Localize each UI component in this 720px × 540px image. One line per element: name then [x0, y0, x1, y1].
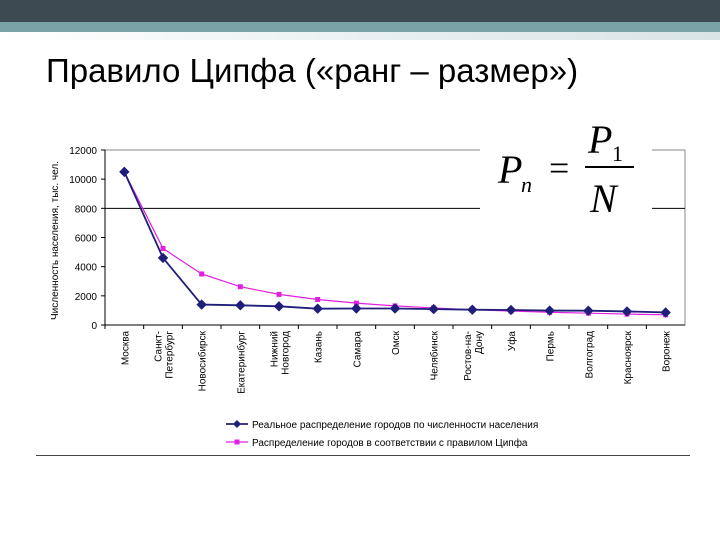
data-point — [120, 167, 129, 176]
formula-equals: = — [549, 148, 570, 188]
x-tick-label: Волгоград — [584, 331, 596, 379]
data-point — [545, 306, 554, 315]
x-tick-label: Екатеринбург — [236, 331, 248, 394]
y-tick-label: 0 — [91, 321, 97, 332]
legend-swatch-marker — [235, 440, 240, 445]
legend-label: Реальное распределение городов по численности населения — [252, 420, 539, 431]
data-point — [199, 271, 204, 276]
x-tick-label: Уфа — [507, 331, 518, 352]
x-tick-label-group — [546, 331, 557, 361]
x-tick-label: Красноярск — [623, 331, 634, 385]
x-tick-label: Новосибирск — [197, 331, 209, 392]
legend-label: Распределение городов в соответствии с правилом Ципфа — [252, 438, 528, 449]
x-tick-label-group — [506, 331, 518, 352]
x-tick-label: Челябинск — [429, 331, 441, 381]
x-tick-label: Дону — [473, 331, 485, 354]
y-tick-label: 4000 — [74, 262, 97, 274]
x-tick-label: Санкт- — [153, 331, 165, 362]
y-axis-title: Численность населения, тыс. чел. — [50, 161, 61, 320]
formula-denominator: N — [590, 176, 617, 221]
x-tick-label-group — [120, 331, 131, 366]
formula-numerator-sub: 1 — [612, 141, 623, 166]
x-tick-label: Нижний — [269, 331, 281, 368]
x-tick-label-group — [235, 331, 247, 394]
x-tick-label-group — [463, 331, 485, 381]
data-point — [313, 304, 322, 313]
data-point — [238, 284, 243, 289]
formula-lhs-sub: n — [521, 172, 532, 197]
data-point — [236, 301, 245, 310]
x-tick-label-group — [197, 330, 209, 391]
data-point — [277, 292, 282, 297]
formula-lhs: P — [498, 147, 523, 192]
data-point — [161, 246, 166, 251]
x-tick-label-group — [314, 331, 325, 363]
data-point — [468, 305, 477, 314]
y-tick-label: 8000 — [74, 204, 97, 216]
x-tick-label: Пермь — [545, 331, 557, 362]
x-tick-label-group — [391, 330, 402, 355]
x-tick-label: Самара — [352, 331, 364, 368]
slide-title: Правило Ципфа («ранг – размер») — [46, 52, 579, 89]
x-tick-label: Омск — [391, 331, 402, 356]
x-tick-label-group — [270, 331, 292, 375]
data-point — [275, 302, 284, 311]
data-point — [507, 305, 516, 314]
x-tick-label-group — [662, 331, 673, 372]
x-tick-label: Ростов-на- — [462, 331, 474, 381]
x-tick-label-group — [352, 331, 363, 368]
x-tick-label-group — [429, 330, 441, 380]
x-tick-label: Казань — [313, 331, 325, 364]
data-point — [315, 297, 320, 302]
x-tick-label-group — [584, 331, 595, 379]
x-tick-label-group — [154, 331, 176, 379]
y-tick-label: 10000 — [69, 175, 97, 187]
data-point — [661, 308, 670, 317]
formula-numerator: P — [588, 117, 613, 162]
zipf-formula — [480, 112, 652, 221]
x-tick-label: Воронеж — [661, 331, 673, 373]
y-tick-label: 2000 — [74, 291, 97, 303]
data-point — [352, 304, 361, 313]
x-tick-label: Новгород — [280, 331, 292, 375]
x-tick-label: Петербург — [164, 331, 176, 379]
y-tick-label: 6000 — [74, 233, 97, 245]
x-tick-label: Москва — [120, 331, 132, 366]
data-point — [429, 305, 438, 314]
x-tick-label-group — [623, 330, 634, 384]
y-tick-label: 12000 — [69, 146, 97, 157]
slide-bottom-rule — [36, 455, 690, 456]
